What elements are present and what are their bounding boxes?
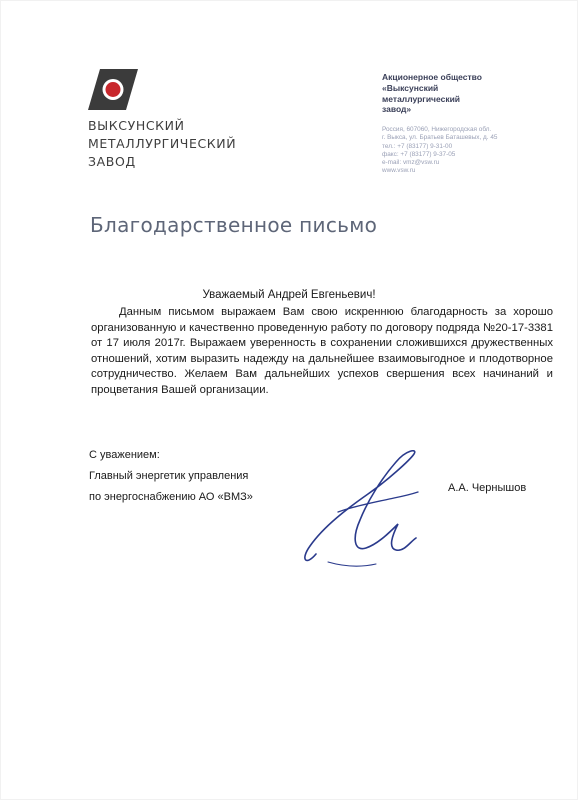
org-requisites: [382, 72, 552, 175]
closing-block: [89, 445, 253, 508]
regards-text: С уважением:: [89, 449, 160, 461]
org-title-line: металлургический: [382, 93, 461, 104]
contact-line: г. Выкса, ул. Братьев Баташевых, д. 45: [382, 134, 498, 142]
contact-line: e-mail: vmz@vsw.ru: [382, 159, 440, 166]
org-title: [382, 72, 552, 115]
company-name-line: МЕТАЛЛУРГИЧЕСКИЙ: [88, 136, 237, 151]
org-title-line: Акционерное общество: [382, 72, 482, 82]
document-title: Благодарственное письмо: [90, 213, 378, 237]
contact-line: факс: +7 (83177) 9-37-05: [382, 150, 456, 158]
signer-position-line: Главный энергетик управления: [89, 470, 249, 482]
signer-name: А.А. Чернышов: [448, 482, 527, 494]
company-name-line: ЗАВОД: [88, 154, 136, 169]
signer-position-line: по энергоснабжению АО «ВМЗ»: [89, 491, 253, 503]
greeting: Уважаемый Андрей Евгеньевич!: [202, 289, 376, 301]
letter-body: Данным письмом выражаем Вам свою искреннюю благодарность за хорошо организованную и качественно проведенную работу по договору подряда №20-17-3381 от 17 июля 2017г. Выражаем уверенность в сохранении сложившихся дружественных отношений, хотим выразить надежду на дальнейшее взаимовыгодное и плодотворное сотрудничество. Желаем Вам дальнейших успехов свершения всех начинаний и процветания Вашей организации.: [91, 306, 553, 396]
org-title-line: «Выксунский: [382, 82, 439, 93]
contact-line: тел.: +7 (83177) 9-31-00: [382, 142, 453, 150]
company-name: [88, 117, 236, 171]
org-contact: [382, 126, 552, 175]
contact-line: www.vsw.ru: [382, 167, 416, 175]
org-title-line: завод»: [382, 104, 412, 115]
contact-line: Россия, 607060, Нижегородская обл.: [382, 126, 492, 134]
company-logo-icon: [88, 69, 138, 110]
handwritten-signature: [298, 450, 423, 572]
company-name-line: ВЫКСУНСКИЙ: [88, 118, 185, 133]
